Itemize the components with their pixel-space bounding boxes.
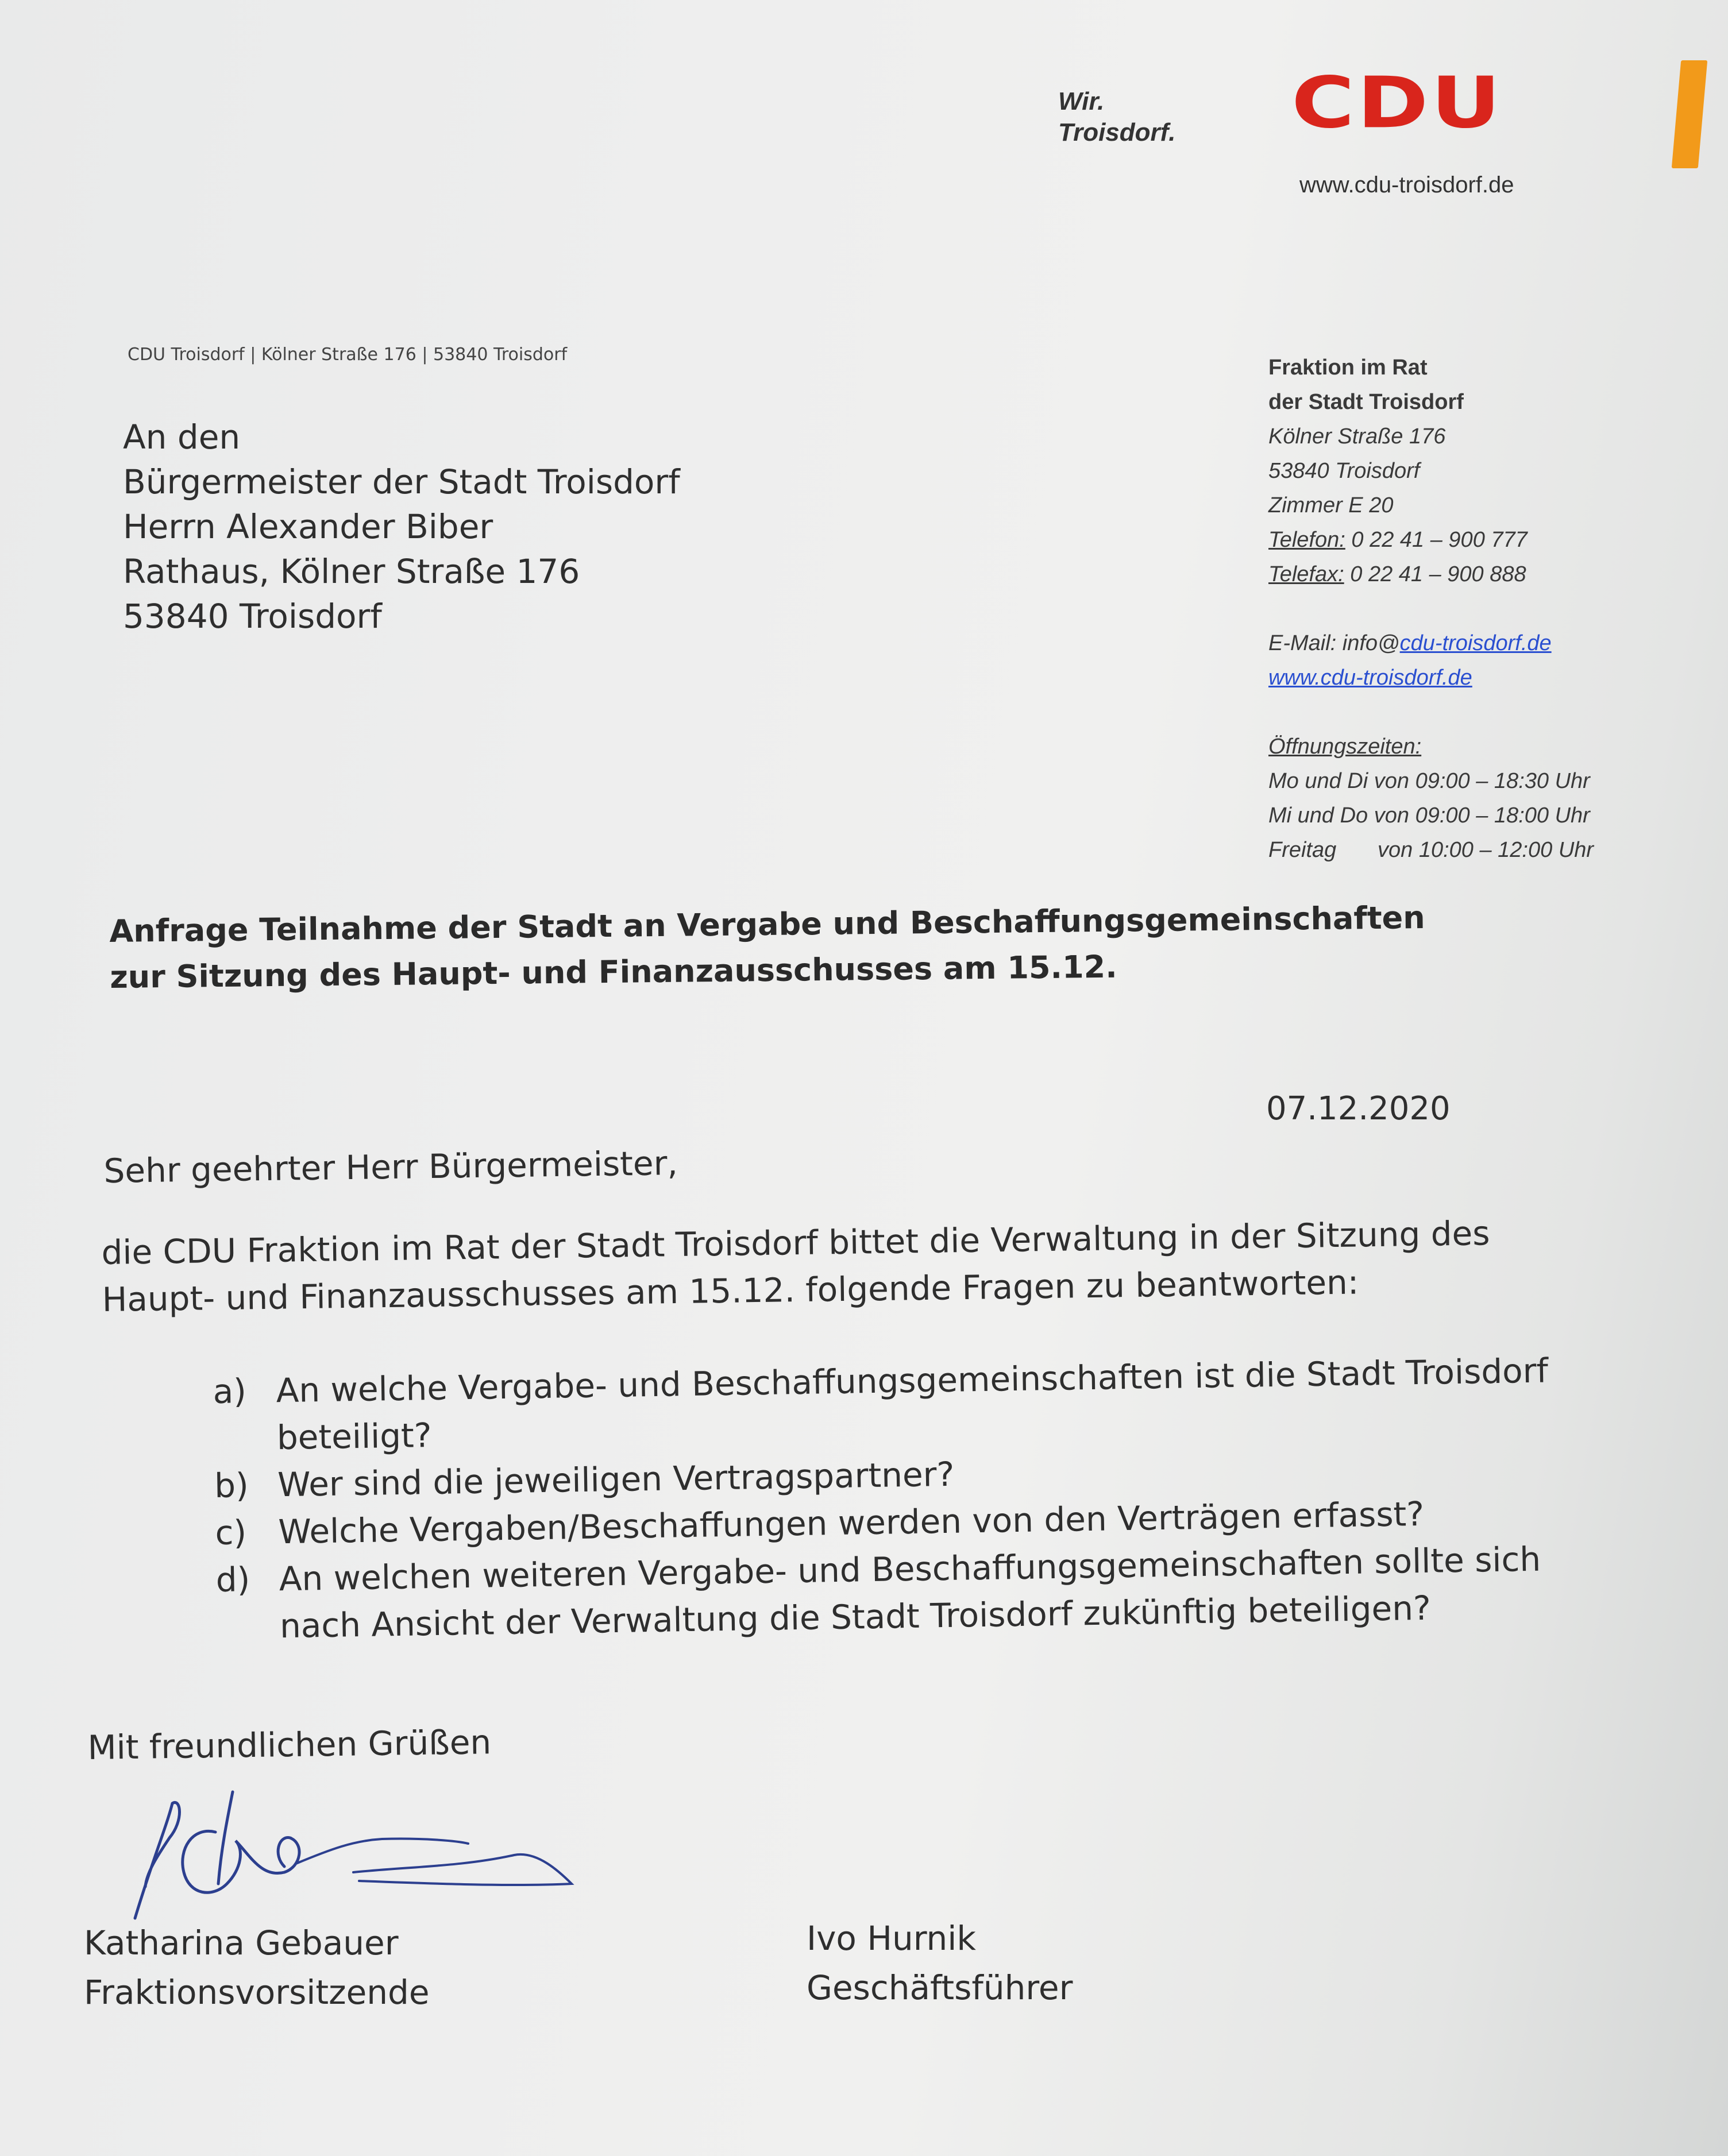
question-text: beteiligt? — [276, 1416, 433, 1458]
opening-hours-row — [1268, 764, 1594, 798]
question-letter: a) — [213, 1371, 247, 1411]
opening-hours-row — [1268, 833, 1594, 867]
subject — [109, 895, 1426, 1000]
contact-web — [1268, 660, 1594, 695]
intro-line: die CDU Fraktion im Rat der Stadt Troisdorf bittet die Verwaltung in der Sitzung des — [101, 1214, 1490, 1272]
handwritten-signature — [112, 1786, 583, 1935]
contact-city: 53840 Troisdorf — [1268, 459, 1420, 483]
contact-street: Kölner Straße 176 — [1268, 424, 1446, 449]
orange-accent-bar — [1672, 60, 1707, 168]
contact-phone — [1268, 523, 1594, 557]
sender-return-address: CDU Troisdorf | Kölner Straße 176 | 53840 Troisdorf — [128, 345, 568, 365]
question-text: nach Ansicht der Verwaltung die Stadt Troisdorf zukünftig beteiligen? — [279, 1588, 1432, 1646]
hours-days: Mo und Di von — [1268, 769, 1410, 793]
question-list — [213, 1347, 1552, 1650]
spacer — [1268, 592, 1594, 626]
spacer — [1268, 695, 1594, 729]
subject-line-1: Anfrage Teilnahme der Stadt an Vergabe und Beschaffungsgemeinschaften — [109, 899, 1426, 949]
question-letter: c) — [214, 1513, 247, 1552]
contact-email — [1268, 626, 1594, 660]
org-name-line-1: Fraktion im Rat — [1268, 356, 1428, 380]
email-link[interactable]: cdu-troisdorf.de — [1399, 631, 1552, 655]
subject-line-2: zur Sitzung des Haupt- und Finanzausschusses am 15.12. — [109, 948, 1117, 995]
email-label: E-Mail: info@ — [1268, 631, 1400, 655]
question-letter: b) — [214, 1466, 249, 1505]
slogan-line-2: Troisdorf. — [1058, 118, 1176, 146]
recipient-line: Bürgermeister der Stadt Troisdorf — [123, 462, 680, 501]
phone-number: 0 22 41 – 900 777 — [1351, 528, 1528, 552]
letter-date: 07.12.2020 — [1266, 1090, 1451, 1127]
fax-label: Telefax: — [1268, 562, 1344, 586]
org-name-line-2: der Stadt Troisdorf — [1268, 390, 1464, 414]
recipient-line: 53840 Troisdorf — [123, 597, 382, 636]
question-text: An welchen weiteren Vergabe- und Beschaffungsgemeinschaften sollte sich — [279, 1539, 1541, 1599]
signer-role: Geschäftsführer — [807, 1968, 1073, 2007]
opening-hours-title: Öffnungszeiten: — [1268, 735, 1422, 759]
intro-paragraph — [101, 1210, 1491, 1323]
salutation: Sehr geehrter Herr Bürgermeister, — [103, 1143, 678, 1191]
recipient-address — [123, 415, 680, 639]
slogan-line-1: Wir. — [1058, 87, 1105, 115]
recipient-line: An den — [123, 418, 241, 457]
signer-name: Katharina Gebauer — [84, 1923, 399, 1962]
hours-days: Freitag — [1268, 838, 1337, 862]
question-text: Wer sind die jeweiligen Vertragspartner? — [277, 1454, 955, 1505]
intro-line: Haupt- und Finanzausschusses am 15.12. folgende Fragen zu beantworten: — [102, 1262, 1359, 1319]
hours-time: von 10:00 – 12:00 Uhr — [1378, 838, 1594, 862]
hours-days: Mi und Do von — [1268, 803, 1410, 828]
phone-label: Telefon: — [1268, 528, 1345, 552]
header-website: www.cdu-troisdorf.de — [1299, 172, 1514, 198]
question-text: An welche Vergabe- und Beschaffungsgemeinschaften ist die Stadt Troisdorf — [276, 1351, 1549, 1411]
opening-hours-row — [1268, 798, 1594, 833]
signer-block — [807, 1914, 1073, 2012]
contact-room: Zimmer E 20 — [1268, 493, 1394, 517]
signer-role: Fraktionsvorsitzende — [84, 1973, 430, 2012]
contact-column — [1268, 350, 1594, 867]
contact-fax — [1268, 557, 1594, 592]
question-item — [215, 1535, 1552, 1650]
slogan — [1058, 86, 1176, 148]
cdu-logo: CDU — [1291, 62, 1503, 144]
fax-number: 0 22 41 – 900 888 — [1350, 562, 1526, 586]
hours-time: 09:00 – 18:00 Uhr — [1415, 803, 1590, 828]
closing-phrase: Mit freundlichen Grüßen — [87, 1722, 492, 1767]
recipient-line: Rathaus, Kölner Straße 176 — [123, 552, 580, 591]
hours-time: 09:00 – 18:30 Uhr — [1415, 769, 1590, 793]
signer-name: Ivo Hurnik — [807, 1919, 977, 1958]
question-text: Welche Vergaben/Beschaffungen werden von den Verträgen erfasst? — [277, 1494, 1425, 1552]
question-letter: d) — [215, 1560, 250, 1599]
signer-block — [84, 1918, 430, 2017]
recipient-line: Herrn Alexander Biber — [123, 507, 493, 546]
website-link[interactable]: www.cdu-troisdorf.de — [1268, 666, 1472, 690]
